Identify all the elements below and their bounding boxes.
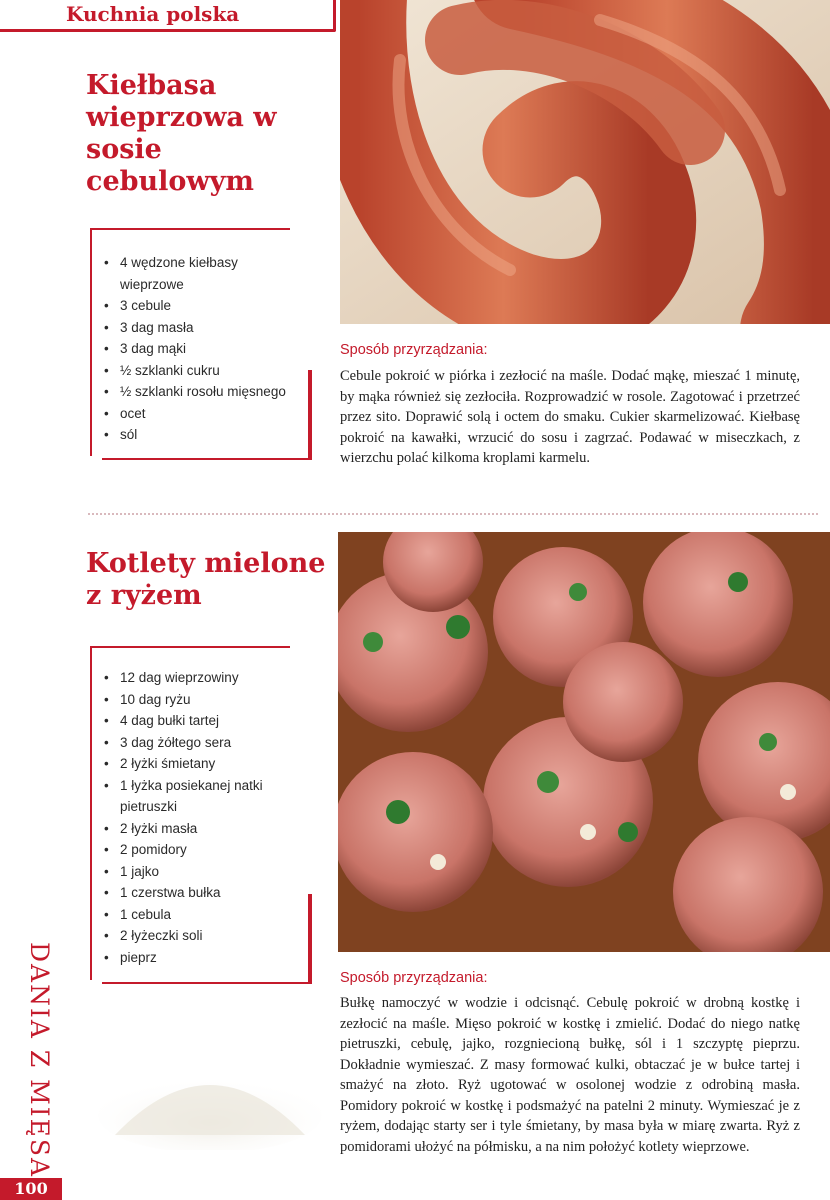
meatballs-photo xyxy=(338,532,830,952)
ingredient-item: • 1 jajko xyxy=(104,861,304,883)
page-number: 100 xyxy=(0,1178,62,1200)
chapter-side-label: DANIA Z MIĘSA xyxy=(25,942,54,1179)
rice-pile-image xyxy=(95,1040,325,1150)
ingredient-item: • 3 dag żółtego sera xyxy=(104,732,304,754)
ingredient-item: • ½ szklanki cukru xyxy=(104,360,304,382)
recipe-2-method-text: Bułkę namoczyć w wodzie i odcisnąć. Cebulę pokroić w drobną kostkę i zezłocić na maśle. Mięso pokroić w kostkę i zmielić. Dodać do niego natkę pietruszki, cebulę, jajko, rozgniecioną bułkę, sól i 1 szczyptę pieprzu. Dokładnie wymieszać. Z masy formować kulki, obtaczać je w bułce tartej i smażyć na złoto. Ryż ugotować w osolonej wodzie z odrobiną masła. Pomidory pokroić w kostkę i podsmażyć na patelni 2 minuty. Wymieszać je z ryżem, dodając starty ser i tyle śmietany, by masa była w miarę zwarta. Ryż z pomidorami ułożyć na półmisku, a na nim położyć kotlety wieprzowe. xyxy=(340,995,800,1155)
recipe-2-title: Kotlety mielone z ryżem xyxy=(86,548,326,611)
ingredient-item: • ocet xyxy=(104,403,304,425)
ingredient-item: • 2 łyżki śmietany xyxy=(104,753,304,775)
ingredient-item: • 1 cebula xyxy=(104,904,304,926)
ingredient-item: • 4 dag bułki tartej xyxy=(104,710,304,732)
recipe-2-method-heading: Sposób przyrządzania: xyxy=(340,970,488,986)
recipe-1-title: Kiełbasa wieprzowa w sosie cebulowym xyxy=(86,70,277,197)
section-header-tab xyxy=(0,0,336,32)
ingredient-item: • 12 dag wieprzowiny xyxy=(104,667,304,689)
ingredient-item: • 3 dag mąki xyxy=(104,338,304,360)
recipe-1-method-text: Cebule pokroić w piórka i zezłocić na maśle. Dodać mąkę, mieszać 1 minutę, by mąka również się zezłociła. Rozprowadzić w rosole. Zagotować i przetrzeć przez sito. Doprawić solą i octem do smaku. Cukier skarmelizować. Kiełbasę pokroić na kawałki, wrzucić do sosu i zagrzać. Podawać w miseczkach, z wierzchu polać kilkoma kroplami karmelu. xyxy=(340,368,800,466)
section-header-title: Kuchnia polska xyxy=(66,2,240,26)
recipe-divider xyxy=(88,513,818,515)
recipe-1-ingredients xyxy=(104,252,304,446)
sausage-photo xyxy=(340,0,830,324)
recipe-2-ingredients xyxy=(104,667,304,968)
ingredient-item: • 2 pomidory xyxy=(104,839,304,861)
ingredient-item: • pieprz xyxy=(104,947,304,969)
ingredient-item: • 2 łyżki masła xyxy=(104,818,304,840)
ingredient-item: • 3 dag masła xyxy=(104,317,304,339)
ingredient-item: • sól xyxy=(104,424,304,446)
ingredient-item: • 1 czerstwa bułka xyxy=(104,882,304,904)
ingredient-item: • 10 dag ryżu xyxy=(104,689,304,711)
ingredient-item: • ½ szklanki rosołu mięsnego xyxy=(104,381,304,403)
ingredient-item: • 3 cebule xyxy=(104,295,304,317)
ingredient-item: • 1 łyżka posiekanej natki pietruszki xyxy=(104,775,304,818)
ingredient-item: • 4 wędzone kiełbasy wieprzowe xyxy=(104,252,304,295)
ingredient-item: • 2 łyżeczki soli xyxy=(104,925,304,947)
recipe-1-method-heading: Sposób przyrządzania: xyxy=(340,342,488,358)
